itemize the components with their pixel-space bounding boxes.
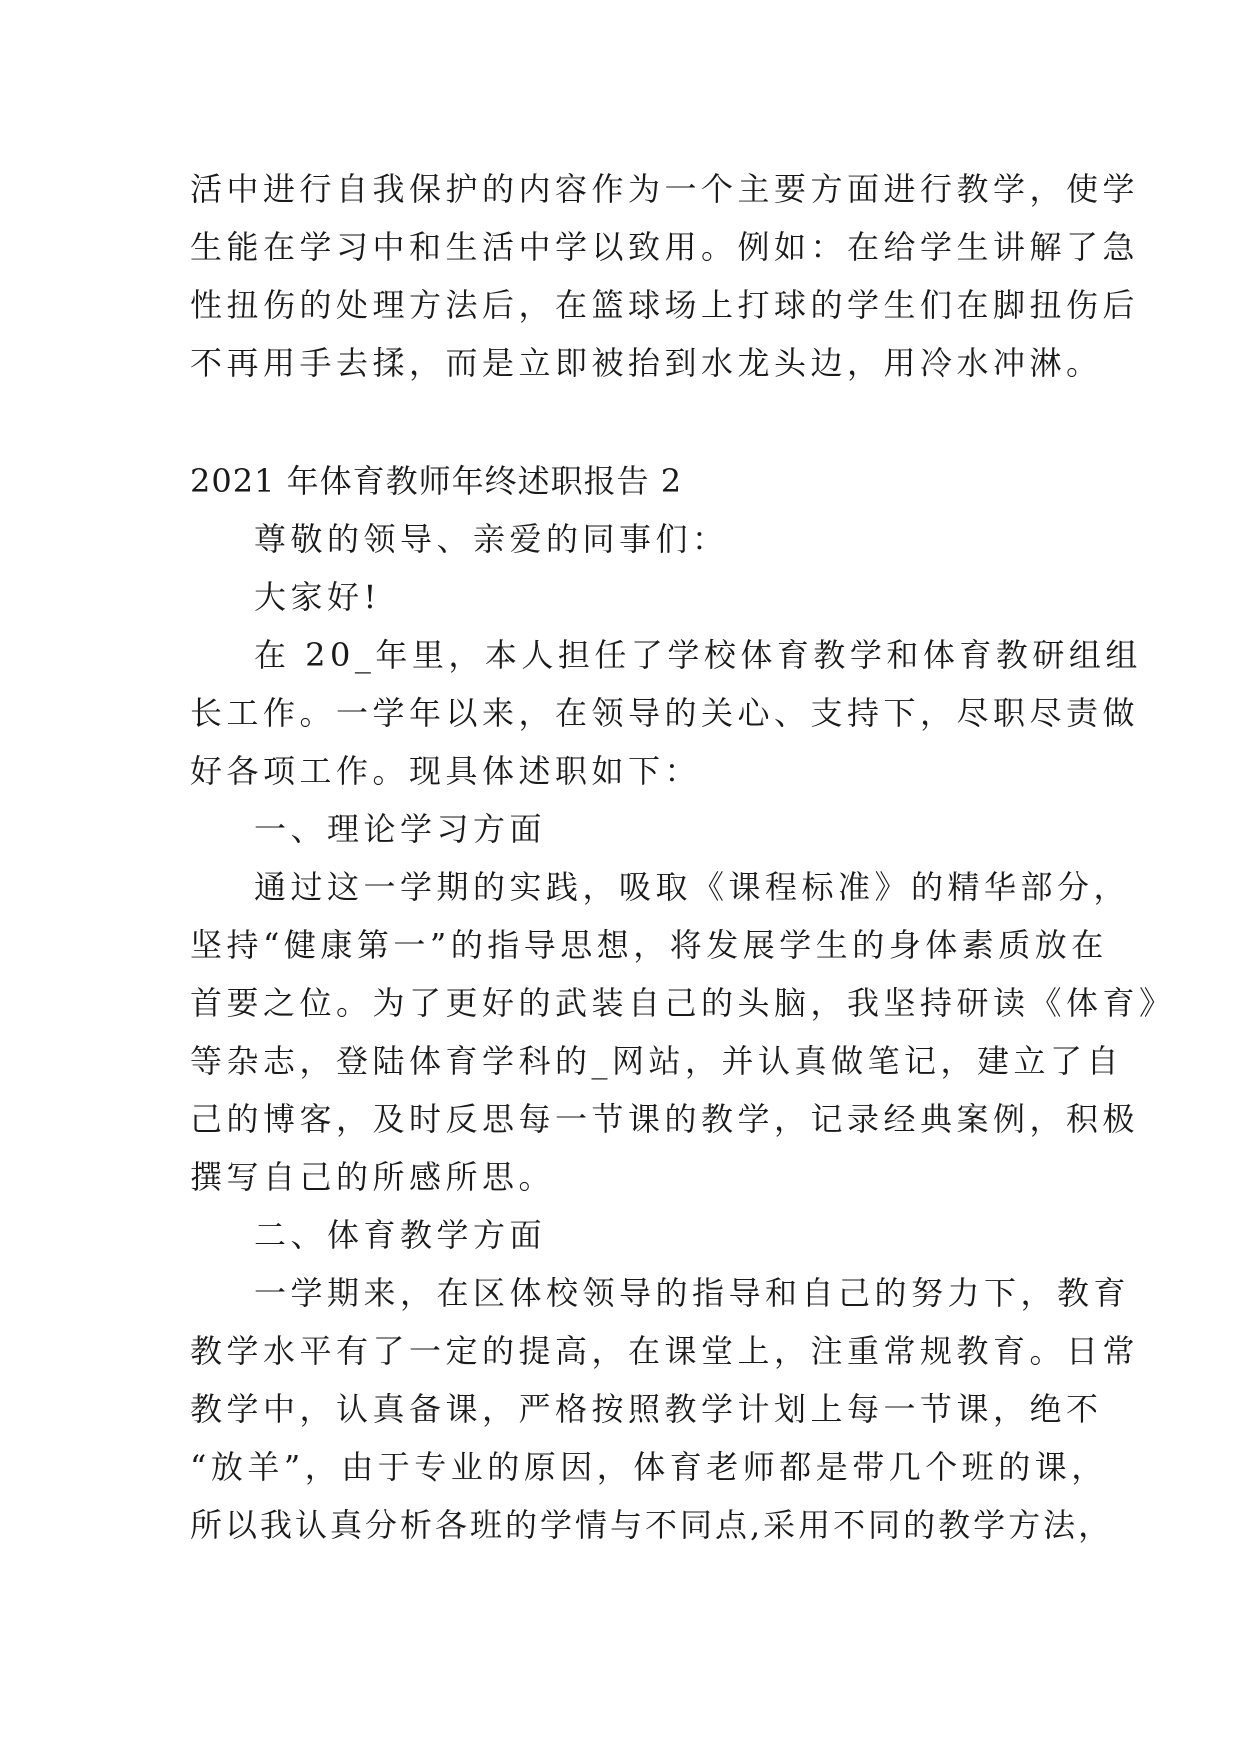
paragraph-line: 不再用手去揉，而是立即被抬到水龙头边，用冷水冲淋。 [190, 344, 1103, 382]
paragraph-line: 己的博客，及时反思每一节课的教学，记录经典案例，积极 [190, 1100, 1140, 1138]
salutation: 尊敬的领导、亲爱的同事们： [254, 520, 729, 558]
paragraph-line: 等杂志，登陆体育学科的_网站，并认真做笔记，建立了自 [190, 1042, 1124, 1080]
greeting: 大家好! [254, 578, 381, 616]
subsection-heading: 一、理论学习方面 [254, 810, 547, 848]
paragraph-line: 坚持“健康第一”的指导思想，将发展学生的身体素质放在 [190, 926, 1108, 964]
paragraph-line: 所以我认真分析各班的学情与不同点,采用不同的教学方法， [190, 1506, 1114, 1544]
paragraph-line: 性扭伤的处理方法后，在篮球场上打球的学生们在脚扭伤后 [190, 286, 1140, 324]
paragraph-line: 教学水平有了一定的提高，在课堂上，注重常规教育。日常 [190, 1332, 1140, 1370]
paragraph-line: 活中进行自我保护的内容作为一个主要方面进行教学，使学 [190, 170, 1140, 208]
paragraph-line: 在 20_年里，本人担任了学校体育教学和体育教研组组 [254, 636, 1142, 674]
paragraph-line: 教学中，认真备课，严格按照教学计划上每一节课，绝不 [190, 1390, 1103, 1428]
paragraph-line: 好各项工作。现具体述职如下： [190, 752, 702, 790]
subsection-heading: 二、体育教学方面 [254, 1216, 547, 1254]
paragraph-line: 生能在学习中和生活中学以致用。例如：在给学生讲解了急 [190, 228, 1140, 266]
paragraph-line: 撰写自己的所感所思。 [190, 1158, 556, 1196]
paragraph-line: 首要之位。为了更好的武装自己的头脑，我坚持研读《体育》 [190, 984, 1176, 1022]
paragraph-line: 通过这一学期的实践，吸取《课程标准》的精华部分， [254, 868, 1131, 906]
section-title: 2021 年体育教师年终述职报告 2 [190, 462, 683, 500]
paragraph-line: 一学期来，在区体校领导的指导和自己的努力下，教育 [254, 1274, 1131, 1312]
paragraph-line: “放羊”，由于专业的原因，体育老师都是带几个班的课， [190, 1448, 1108, 1486]
paragraph-line: 长工作。一学年以来，在领导的关心、支持下，尽职尽责做 [190, 694, 1140, 732]
